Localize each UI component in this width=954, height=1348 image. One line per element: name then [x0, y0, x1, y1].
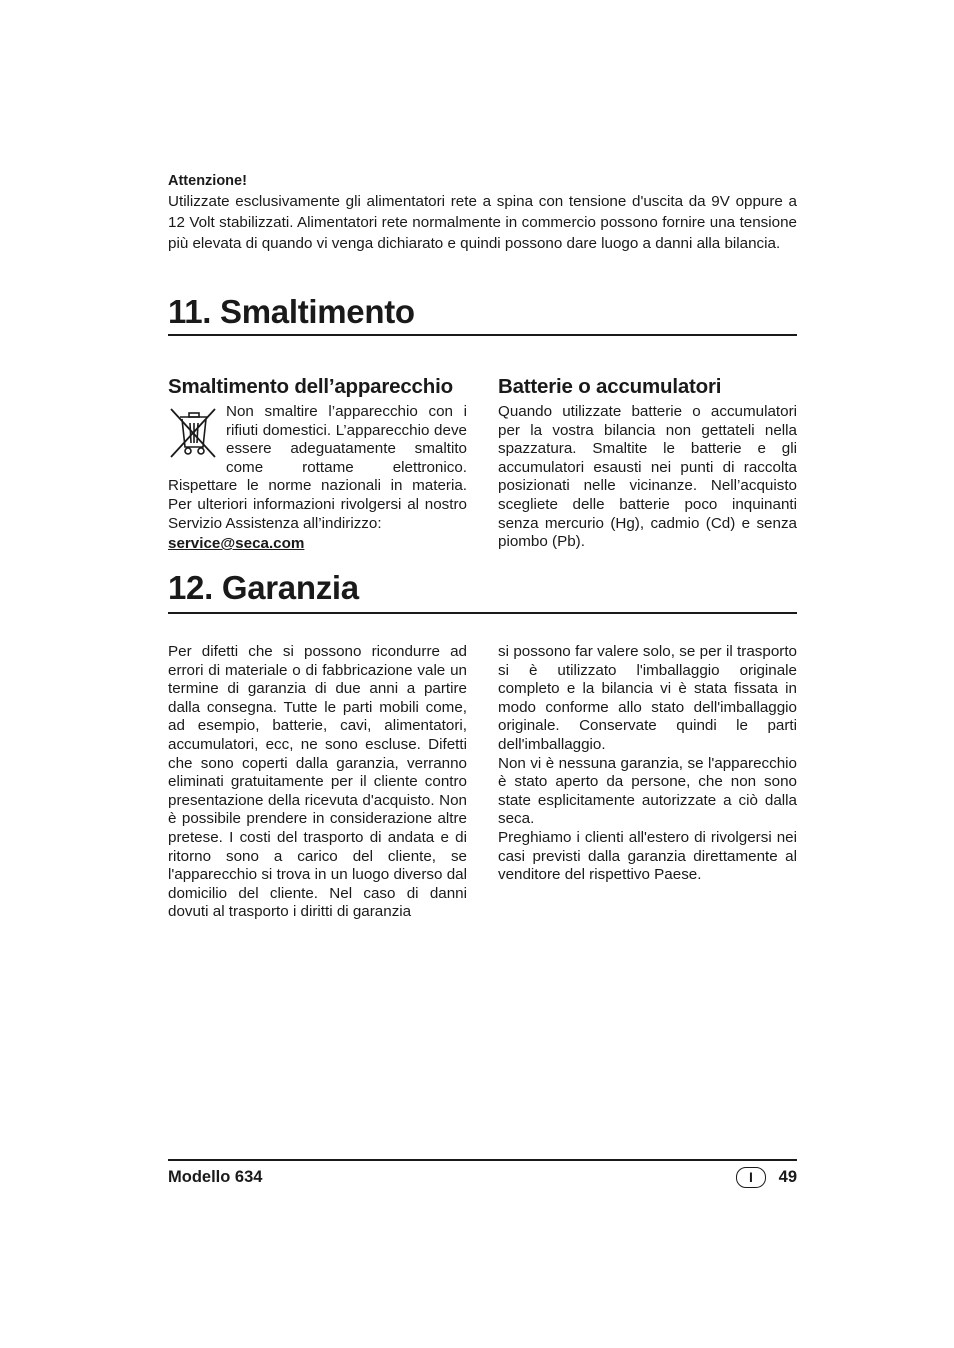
section-title-warranty: 12. Garanzia	[168, 569, 359, 606]
footer-model-name: Modello 634	[168, 1168, 263, 1186]
page-number: 49	[778, 1168, 797, 1186]
warranty-text-right-3: Preghiamo i clienti all'estero di rivolgersi nei casi previsti dalla garanzia direttamente al venditore del rispettivo Paese.	[498, 828, 797, 884]
batteries-column	[498, 403, 797, 552]
warranty-text-right-2: Non vi è nessuna garanzia, se l'apparecchio è stato aperto da persone, che non sono state esplicitamente autorizzate a ciò dalla seca.	[498, 754, 797, 828]
section-title-disposal: 11. Smaltimento	[168, 293, 415, 330]
warranty-text-left: Per difetti che si possono ricondurre ad errori di materiale o di fabbricazione vale un termine di garanzia di due anni a partire dalla consegna. Tutte le parti mobili come, ad esempio, batterie, cavi, alimentatori, accumulatori, ecc, ne sono escluse. Difetti che sono coperti dalla garanzia, verranno eliminati gratuitamente per il cliente contro presentazione della ricevuta d'acquisto. Non è possibile prendere in considerazione altre pretese. I costi del trasporto di andata e di ritorno sono a carico del cliente, se l'apparecchio si trova in un luogo diverso dal domicilio del cliente. Nel caso di danni dovuti al trasporto i diritti di garanzia	[168, 643, 467, 921]
device-disposal-text: Non smaltire l’apparecchio con i rifiuti domestici. L’apparecchio deve essere adeguatamente smaltito come rottame elettronico. Rispettare le norme nazionali in materia. Per ulteriori informazioni rivolgersi al nostro Servizio Assistenza all’indirizzo:	[168, 403, 467, 532]
section-divider	[168, 612, 797, 614]
crossed-out-wheelie-bin-icon	[168, 405, 218, 459]
manual-page	[168, 0, 797, 1348]
section-divider	[168, 334, 797, 336]
subsection-title-device-disposal: Smaltimento dell’apparecchio	[168, 375, 453, 398]
batteries-text: Quando utilizzate batterie o accumulatori per la vostra bilancia non gettateli nella spazzatura. Smaltite le batterie e gli accumulatori esausti nei punti di raccolta posizionati nelle vicinanze. Nell’acquisto scegliete delle batterie poco inquinanti senza mercurio (Hg), cadmio (Cd) e senza piombo (Pb).	[498, 403, 797, 551]
device-disposal-column	[168, 403, 467, 554]
warranty-left-column	[168, 643, 467, 922]
subsection-title-batteries: Batterie o accumulatori	[498, 375, 722, 398]
warranty-text-right-1: si possono far valere solo, se per il trasporto si è utilizzato l'imballaggio originale completo e la bilancia vi è stata fissata in modo conforme allo stato dell'imballaggio originale. Conservate quindi le parti dell'imballaggio.	[498, 643, 797, 753]
language-badge: I	[736, 1167, 766, 1188]
warranty-right-column	[498, 643, 797, 885]
attention-text: Utilizzate esclusivamente gli alimentatori rete a spina con tensione d'uscita da 9V oppure a 12 Volt stabilizzati. Alimentatori rete normalmente in commercio possono fornire una tensione più elevata di quando vi venga dichiarato e quindi possono dare luogo a danni alla bilancia.	[168, 193, 797, 252]
footer-divider	[168, 1159, 797, 1161]
service-email-link[interactable]: service@seca.com	[168, 535, 305, 553]
attention-title: Attenzione!	[168, 173, 247, 189]
